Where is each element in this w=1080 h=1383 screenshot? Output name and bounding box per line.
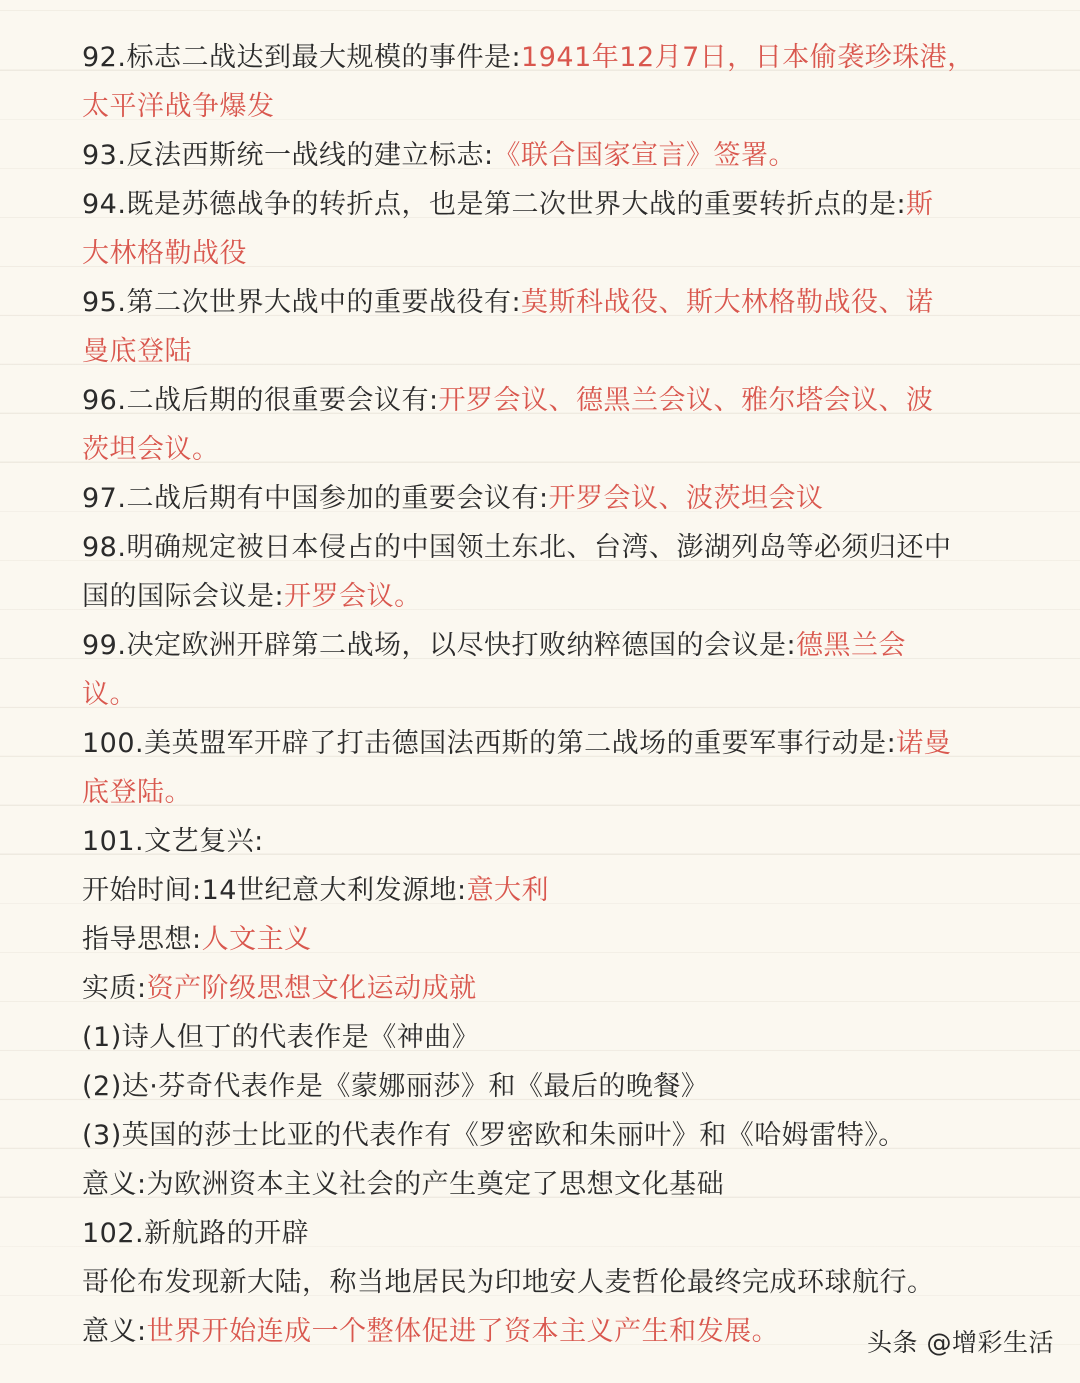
note-answer: 1941年12月7日，日本偷袭珍珠港， bbox=[521, 42, 975, 73]
note-text: (3)英国的莎士比亚的代表作有《罗密欧和朱丽叶》和《哈姆雷特》。 bbox=[82, 1120, 906, 1151]
note-text: 指导思想: bbox=[82, 924, 202, 955]
note-text: (2)达·芬奇代表作是《蒙娜丽莎》和《最后的晚餐》 bbox=[82, 1071, 709, 1102]
note-answer: 茨坦会议。 bbox=[82, 434, 220, 465]
note-text: 93.反法西斯统一战线的建立标志: bbox=[82, 140, 494, 171]
note-line bbox=[82, 327, 1002, 376]
note-line bbox=[82, 1258, 1002, 1307]
note-line bbox=[82, 719, 1002, 768]
note-answer: 底登陆。 bbox=[82, 777, 192, 808]
note-line bbox=[82, 131, 1002, 180]
note-line bbox=[82, 817, 1002, 866]
note-answer: 斯 bbox=[906, 189, 934, 220]
note-text: 国的国际会议是: bbox=[82, 581, 285, 612]
note-answer: 开罗会议、波茨坦会议 bbox=[548, 483, 824, 514]
note-answer: 世界开始连成一个整体促进了资本主义产生和发展。 bbox=[146, 1316, 780, 1347]
note-line bbox=[82, 1111, 1002, 1160]
note-text: 98.明确规定被日本侵占的中国领土东北、台湾、澎湖列岛等必须归还中 bbox=[82, 532, 952, 563]
note-text: 101.文艺复兴: bbox=[82, 826, 264, 857]
note-line bbox=[82, 523, 1002, 572]
note-text: 97.二战后期有中国参加的重要会议有: bbox=[82, 483, 549, 514]
note-text: 意义: bbox=[82, 1316, 147, 1347]
note-answer: 人文主义 bbox=[201, 924, 312, 955]
note-answer: 开罗会议。 bbox=[284, 581, 422, 612]
note-text: 实质: bbox=[82, 973, 147, 1004]
watermark: 头条 @增彩生活 bbox=[867, 1328, 1054, 1357]
note-answer: 德黑兰会 bbox=[796, 630, 907, 661]
note-line bbox=[82, 1160, 1002, 1209]
note-line bbox=[82, 621, 1002, 670]
note-answer: 太平洋战争爆发 bbox=[82, 91, 275, 122]
note-text: 意义:为欧洲资本主义社会的产生奠定了思想文化基础 bbox=[82, 1169, 725, 1200]
note-text: 100.美英盟军开辟了打击德国法西斯的第二战场的重要军事行动是: bbox=[82, 728, 897, 759]
note-text: 开始时间:14世纪意大利发源地: bbox=[82, 875, 467, 906]
note-answer: 议。 bbox=[82, 679, 137, 710]
note-line bbox=[82, 572, 1002, 621]
note-line bbox=[82, 229, 1002, 278]
note-line bbox=[82, 964, 1002, 1013]
note-line bbox=[82, 670, 1002, 719]
note-answer: 莫斯科战役、斯大林格勒战役、诺 bbox=[521, 287, 934, 318]
note-text: (1)诗人但丁的代表作是《神曲》 bbox=[82, 1022, 480, 1053]
note-line bbox=[82, 33, 1002, 82]
note-line bbox=[82, 82, 1002, 131]
note-answer: 开罗会议、德黑兰会议、雅尔塔会议、波 bbox=[438, 385, 934, 416]
note-line bbox=[82, 278, 1002, 327]
note-text: 92.标志二战达到最大规模的事件是: bbox=[82, 42, 522, 73]
note-answer: 资产阶级思想文化运动成就 bbox=[146, 973, 477, 1004]
note-text: 99.决定欧洲开辟第二战场，以尽快打败纳粹德国的会议是: bbox=[82, 630, 797, 661]
note-answer: 大林格勒战役 bbox=[82, 238, 247, 269]
note-line bbox=[82, 768, 1002, 817]
note-text: 95.第二次世界大战中的重要战役有: bbox=[82, 287, 522, 318]
note-line bbox=[82, 376, 1002, 425]
note-line bbox=[82, 866, 1002, 915]
note-line bbox=[82, 1013, 1002, 1062]
note-text: 102.新航路的开辟 bbox=[82, 1218, 310, 1249]
note-text: 96.二战后期的很重要会议有: bbox=[82, 385, 439, 416]
note-line bbox=[82, 474, 1002, 523]
note-line bbox=[82, 915, 1002, 964]
notes-body bbox=[82, 33, 1002, 1356]
note-answer: 诺曼 bbox=[896, 728, 952, 759]
note-line bbox=[82, 1209, 1002, 1258]
note-line bbox=[82, 1307, 1002, 1356]
note-answer: 意大利 bbox=[466, 875, 550, 906]
note-answer: 曼底登陆 bbox=[82, 336, 192, 367]
note-text: 哥伦布发现新大陆，称当地居民为印地安人麦哲伦最终完成环球航行。 bbox=[82, 1267, 935, 1298]
note-line bbox=[82, 180, 1002, 229]
note-line bbox=[82, 1062, 1002, 1111]
note-text: 94.既是苏德战争的转折点，也是第二次世界大战的重要转折点的是: bbox=[82, 189, 907, 220]
note-line bbox=[82, 425, 1002, 474]
note-answer: 《联合国家宣言》签署。 bbox=[493, 140, 797, 171]
